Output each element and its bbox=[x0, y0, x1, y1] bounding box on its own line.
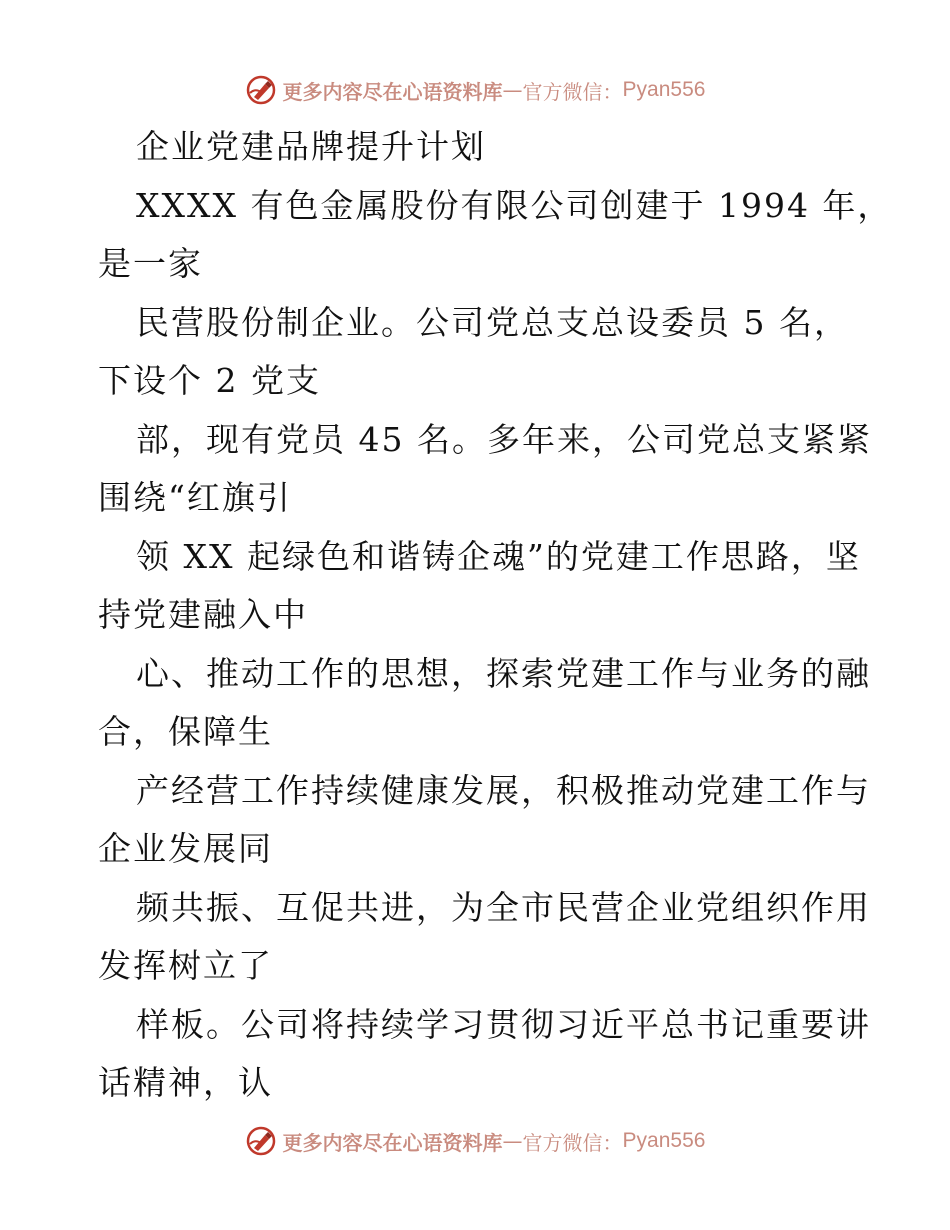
text-line: 频共振、互促共进，为全市民营企业党组织作用 bbox=[136, 887, 871, 927]
text-line: 产经营工作持续健康发展，积极推动党建工作与 bbox=[136, 770, 871, 810]
banner-separator: — bbox=[502, 78, 523, 102]
banner-wechat-id: Pyan556 bbox=[622, 78, 706, 101]
text-line: 领 XX 起绿色和谐铸企魂”的党建工作思路，坚 bbox=[136, 536, 861, 576]
document-body bbox=[98, 118, 893, 1113]
text-line: 心、推动工作的思想，探索党建工作与业务的融 bbox=[136, 653, 871, 693]
text-line: 样板。公司将持续学习贯彻习近平总书记重要讲 bbox=[136, 1004, 871, 1044]
text-line: 部，现有党员 45 名。多年来，公司党总支紧紧 bbox=[136, 419, 872, 459]
text-line: 民营股份制企业。公司党总支总设委员 5 名， bbox=[136, 302, 849, 342]
header-banner bbox=[0, 70, 950, 110]
text-line: 下设个 2 党支 bbox=[98, 361, 321, 400]
banner-separator: — bbox=[502, 1129, 523, 1153]
text-line: 是一家 bbox=[98, 244, 203, 283]
text-line: 持党建融入中 bbox=[98, 595, 308, 634]
banner-official-label: 官方微信： bbox=[522, 1130, 623, 1155]
text-line: 合，保障生 bbox=[98, 712, 273, 751]
document-title: 企业党建品牌提升计划 bbox=[136, 127, 486, 166]
text-line: 围绕“红旗引 bbox=[98, 478, 292, 517]
banner-wechat-id: Pyan556 bbox=[622, 1129, 706, 1152]
banner-title: 更多内容尽在心语资料库 bbox=[282, 79, 503, 104]
text-line: 话精神，认 bbox=[98, 1063, 273, 1102]
banner-official-label: 官方微信： bbox=[522, 79, 623, 104]
pen-logo-icon bbox=[245, 1125, 277, 1157]
text-line: 发挥树立了 bbox=[98, 946, 273, 985]
pen-logo-icon bbox=[245, 74, 277, 106]
banner-title: 更多内容尽在心语资料库 bbox=[282, 1130, 503, 1155]
text-line: XXXX 有色金属股份有限公司创建于 1994 年， bbox=[136, 185, 893, 225]
footer-banner bbox=[0, 1121, 950, 1161]
text-line: 企业发展同 bbox=[98, 829, 273, 868]
